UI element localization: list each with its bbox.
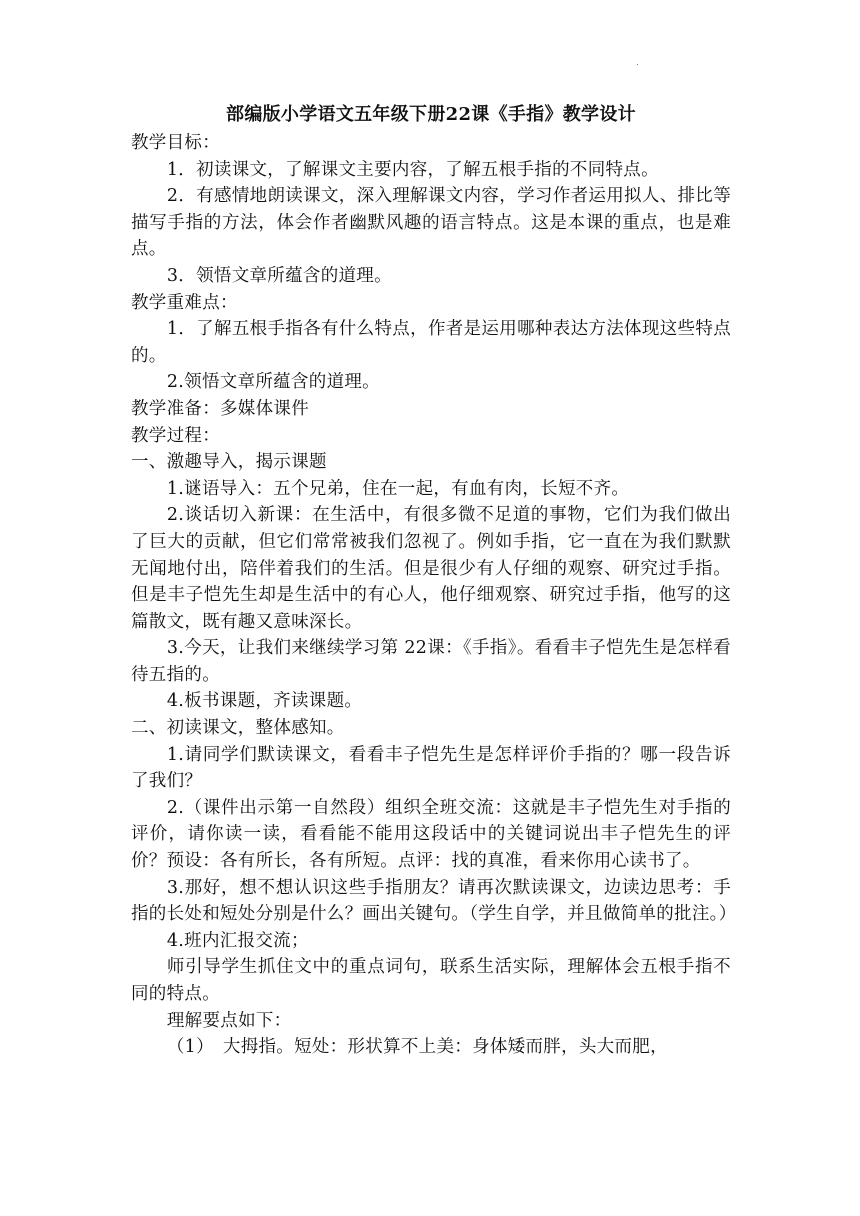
step-2-item-1: 1.请同学们默读课文，看看丰子恺先生是怎样评价手指的？哪一段告诉了我们？ [131,744,731,792]
step-1-item-3: 3.今天，让我们来继续学习第 22课：《手指》。看看丰子恺先生是怎样看待五指的。 [131,638,731,685]
page-mark: . [636,58,639,68]
list-marker: （1） [166,1037,214,1058]
step-1-item-4: 4.板书课题，齐读课题。 [166,691,363,712]
step-2-item-4: 4.班内汇报交流； [166,930,309,951]
step-heading-1: 一、激趣导入，揭示课题 [131,452,327,473]
objective-1: 1．初读课文，了解课文主要内容，了解五根手指的不同特点。 [166,159,659,180]
key-point-2: 2.领悟文章所蕴含的道理。 [166,372,380,393]
section-heading-preparation: 教学准备：多媒体课件 [131,398,309,419]
step-heading-2: 二、初读课文，整体感知。 [131,718,345,739]
understanding-points-label: 理解要点如下： [166,1010,292,1031]
section-heading-objectives: 教学目标： [131,133,220,153]
teacher-guidance: 师引导学生抓住文中的重点词句，联系生活实际，理解体会五根手指不同的特点。 [131,957,731,1004]
key-point-1: 1．了解五根手指各有什么特点，作者是运用哪种表达方法体现这些特点的。 [131,319,731,366]
list-item-text: 大拇指。短处：形状算不上美：身体矮而胖，头大而肥， [222,1037,668,1058]
understanding-point-1 [131,1034,731,1061]
step-2-item-3: 3.那好，想不想认识这些手指朋友？请再次默读课文，边读边思考：手指的长处和短处分别是什么？画出关键句。（学生自学，并且做简单的批注。） [131,877,737,925]
document-title: 部编版小学语文五年级下册22课《手指》教学设计 [226,104,636,125]
objective-3: 3．领悟文章所蕴含的道理。 [166,265,392,286]
section-heading-key-points: 教学重难点： [131,292,238,313]
objective-2: 2．有感情地朗读课文，深入理解课文内容，学习作者运用拟人、排比等描写手指的方法，体会作者幽默风趣的语言特点。这是本课的重点，也是难点。 [131,186,731,260]
step-2-item-2: 2.（课件出示第一自然段）组织全班交流：这就是丰子恺先生对手指的评价，请你读一读，看看能不能用这段话中的关键词说出丰子恺先生的评价？预设：各有所长，各有所短。点评：找的真准，看来你用心读书了。 [131,797,731,872]
step-1-item-2: 2.谈话切入新课：在生活中，有很多微不足道的事物，它们为我们做出了巨大的贡献，但它们常常被我们忽视了。例如手指，它一直在为我们默默无闻地付出，陪伴着我们的生活。但是很少有人仔细的观察、研究过手指。但是丰子恺先生却是生活中的有心人，他仔细观察、研究过手指，他写的这篇散文，既有趣又意味深长。 [131,505,731,632]
document-body [131,102,737,1061]
section-heading-process: 教学过程： [131,425,220,446]
step-1-item-1: 1.谜语导入：五个兄弟，住在一起，有血有肉，长短不齐。 [166,478,630,499]
